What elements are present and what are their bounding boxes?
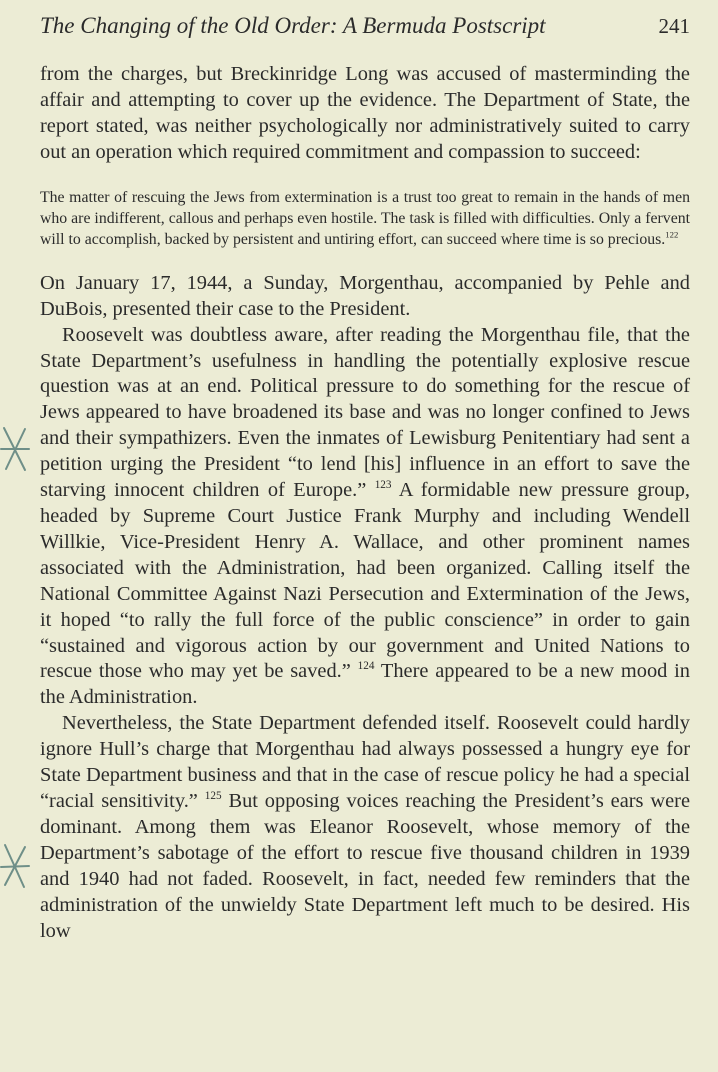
state-department-text-part-2: But opposing voices reaching the President’s ears were dominant. Among them was Eleanor Roosevelt, whose memory of the Department’s sabotage of the effort to rescue five thousand children in 1939 and 1940 had not faded. Roosevelt, in fact, needed few reminders that the administration of the unwieldy State Department left much to be desired. His low xyxy=(40,789,690,942)
margin-mark-stroke xyxy=(1,866,29,867)
main-text xyxy=(40,62,690,944)
asterisk-margin-mark-svg xyxy=(0,425,30,473)
quote-text: The matter of rescuing the Jews from extermination is a trust too great to remain in the hands of men who are indifferent, callous and perhaps even hostile. The task is filled with difficulties. Only a fervent will to accomplish, backed by persistent and untiring effort, can succeed where time is so precious. xyxy=(40,188,690,249)
roosevelt-text-part-1: Roosevelt was doubtless aware, after reading the Morgenthau file, that the State Department’s usefulness in handling the potentially explosive rescue question was at an end. Political pressure to do something for the rescue of Jews appeared to have broadened its base and was no longer confined to Jews and their sympathizers. Even the inmates of Lewisburg Penitentiary had sent a petition urging the President “to lend [his] influence in an effort to save the starving innocent children of Europe.” xyxy=(40,323,690,502)
footnote-marker: 124 xyxy=(357,660,375,673)
page-number: 241 xyxy=(658,14,690,38)
asterisk-margin-mark-icon xyxy=(0,842,30,890)
roosevelt-text-part-3: There appeared to be a new mood in the Administration. xyxy=(40,660,690,709)
block-quote xyxy=(40,187,690,251)
asterisk-margin-mark-svg xyxy=(0,842,30,890)
asterisk-margin-mark-icon xyxy=(0,425,30,473)
roosevelt-paragraph xyxy=(40,323,690,712)
state-department-text-part-1: Nevertheless, the State Department defended itself. Roosevelt could hardly ignore Hull’s charge that Morgenthau had always possessed a hungry eye for State Department business and that in the case of rescue policy he had a special “racial sensitivity.” xyxy=(40,712,690,812)
running-title: The Changing of the Old Order: A Bermuda Postscript xyxy=(40,13,546,38)
state-department-paragraph xyxy=(40,711,690,944)
opening-paragraph: from the charges, but Breckinridge Long was accused of masterminding the affair and attempting to cover up the evidence. The Department of State, the report stated, was neither psychologically nor administratively suited to carry out an operation which required commitment and compassion to succeed: xyxy=(40,63,690,163)
footnote-marker: 125 xyxy=(204,790,222,803)
roosevelt-text-part-2: A formidable new pressure group, headed by Supreme Court Justice Frank Murphy and including Wendell Willkie, Vice-President Henry A. Wallace, and other prominent names associated with the Administration, had been organized. Calling itself the National Committee Against Nazi Persecution and Extermination of the Jews, it hoped “to rally the full force of the public conscience” in order to gain “sustained and vigorous action by our government and United Nations to rescue those who may yet be saved.” xyxy=(40,479,690,683)
footnote-marker: 123 xyxy=(374,479,392,492)
running-head xyxy=(40,10,690,42)
footnote-marker: 122 xyxy=(665,230,679,241)
meeting-paragraph: On January 17, 1944, a Sunday, Morgenthau, accompanied by Pehle and DuBois, presented their case to the President. xyxy=(40,271,690,320)
